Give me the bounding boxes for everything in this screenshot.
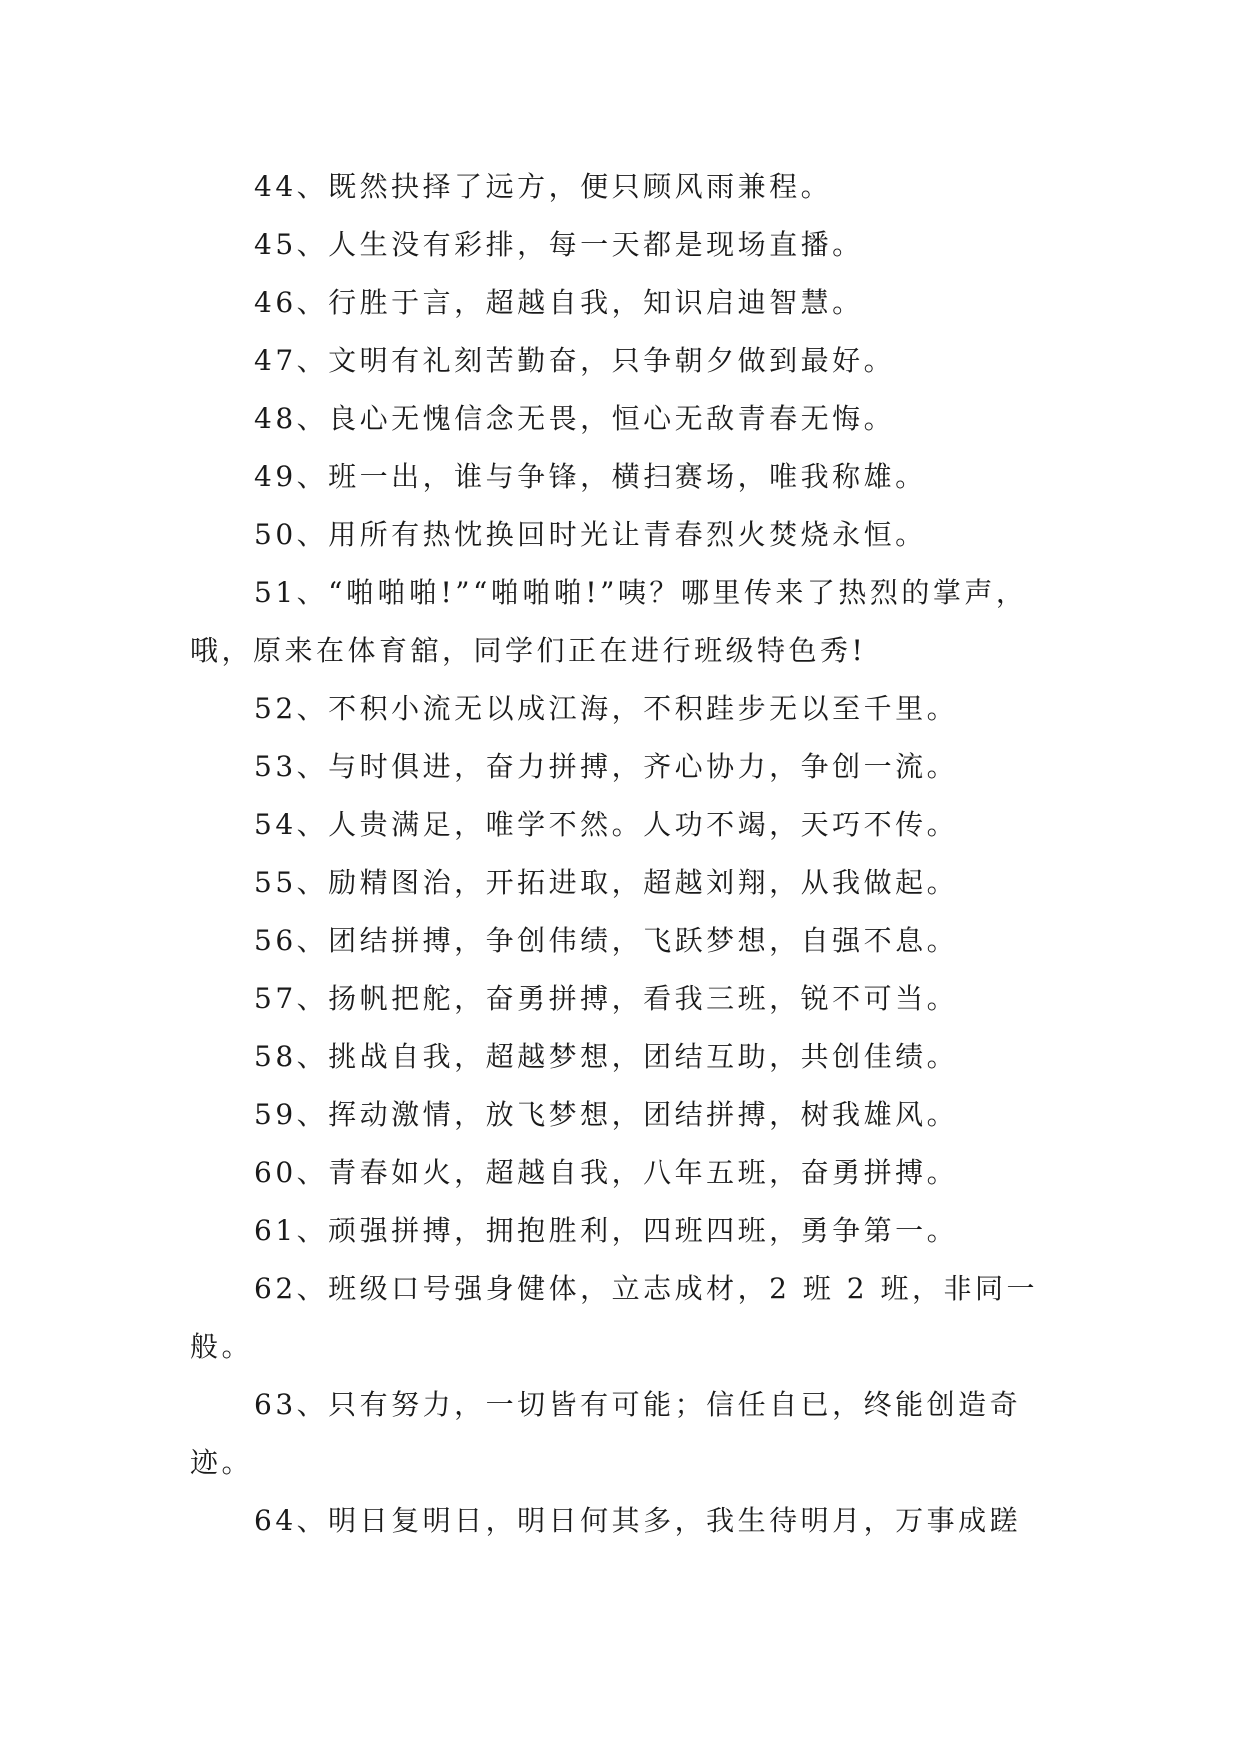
slogan-paragraph-55: 55、励精图治，开拓进取，超越刘翔，从我做起。: [254, 866, 959, 899]
slogan-paragraph-50: 50、用所有热忱换回时光让青春烈火焚烧永恒。: [254, 518, 927, 551]
slogan-paragraph-56: 56、团结拼搏，争创伟绩，飞跃梦想，自强不息。: [254, 924, 959, 957]
slogan-paragraph-52: 52、不积小流无以成江海，不积跬步无以至千里。: [254, 692, 959, 725]
slogan-paragraph-60: 60、青春如火，超越自我，八年五班，奋勇拼搏。: [254, 1156, 959, 1189]
document-body: [190, 158, 1048, 1550]
slogan-paragraph-45: 45、人生没有彩排，每一天都是现场直播。: [254, 228, 864, 261]
slogan-paragraph-54: 54、人贵满足，唯学不然。人功不竭，天巧不传。: [254, 808, 959, 841]
slogan-paragraph-48: 48、良心无愧信念无畏，恒心无敌青春无悔。: [254, 402, 896, 435]
slogan-paragraph-47: 47、文明有礼刻苦勤奋，只争朝夕做到最好。: [254, 344, 896, 377]
slogan-paragraph-51: 51、“啪啪啪!”“啪啪啪!”咦？哪里传来了热烈的掌声，哦，原来在体育舘，同学们正在进行班级特色秀!: [190, 576, 1028, 667]
slogan-paragraph-57: 57、扬帆把舵，奋勇拼搏，看我三班，锐不可当。: [254, 982, 959, 1015]
slogan-paragraph-62: 62、班级口号强身健体，立志成材，2 班 2 班，非同一般。: [190, 1272, 1038, 1363]
slogan-paragraph-64: 64、明日复明日，明日何其多，我生待明月，万事成蹉: [254, 1504, 1022, 1537]
slogan-paragraph-58: 58、挑战自我，超越梦想，团结互助，共创佳绩。: [254, 1040, 959, 1073]
slogan-paragraph-61: 61、顽强拼搏，拥抱胜利，四班四班，勇争第一。: [254, 1214, 959, 1247]
slogan-paragraph-63: 63、只有努力，一切皆有可能；信任自已，终能创造奇迹。: [190, 1388, 1022, 1479]
slogan-paragraph-49: 49、班一出，谁与争锋，横扫赛场，唯我称雄。: [254, 460, 927, 493]
slogan-paragraph-46: 46、行胜于言，超越自我，知识启迪智慧。: [254, 286, 864, 319]
slogan-paragraph-53: 53、与时俱进，奋力拼搏，齐心协力，争创一流。: [254, 750, 959, 783]
slogan-paragraph-59: 59、挥动激情，放飞梦想，团结拼搏，树我雄风。: [254, 1098, 959, 1131]
slogan-paragraph-44: 44、既然抉择了远方，便只顾风雨兼程。: [254, 170, 833, 203]
